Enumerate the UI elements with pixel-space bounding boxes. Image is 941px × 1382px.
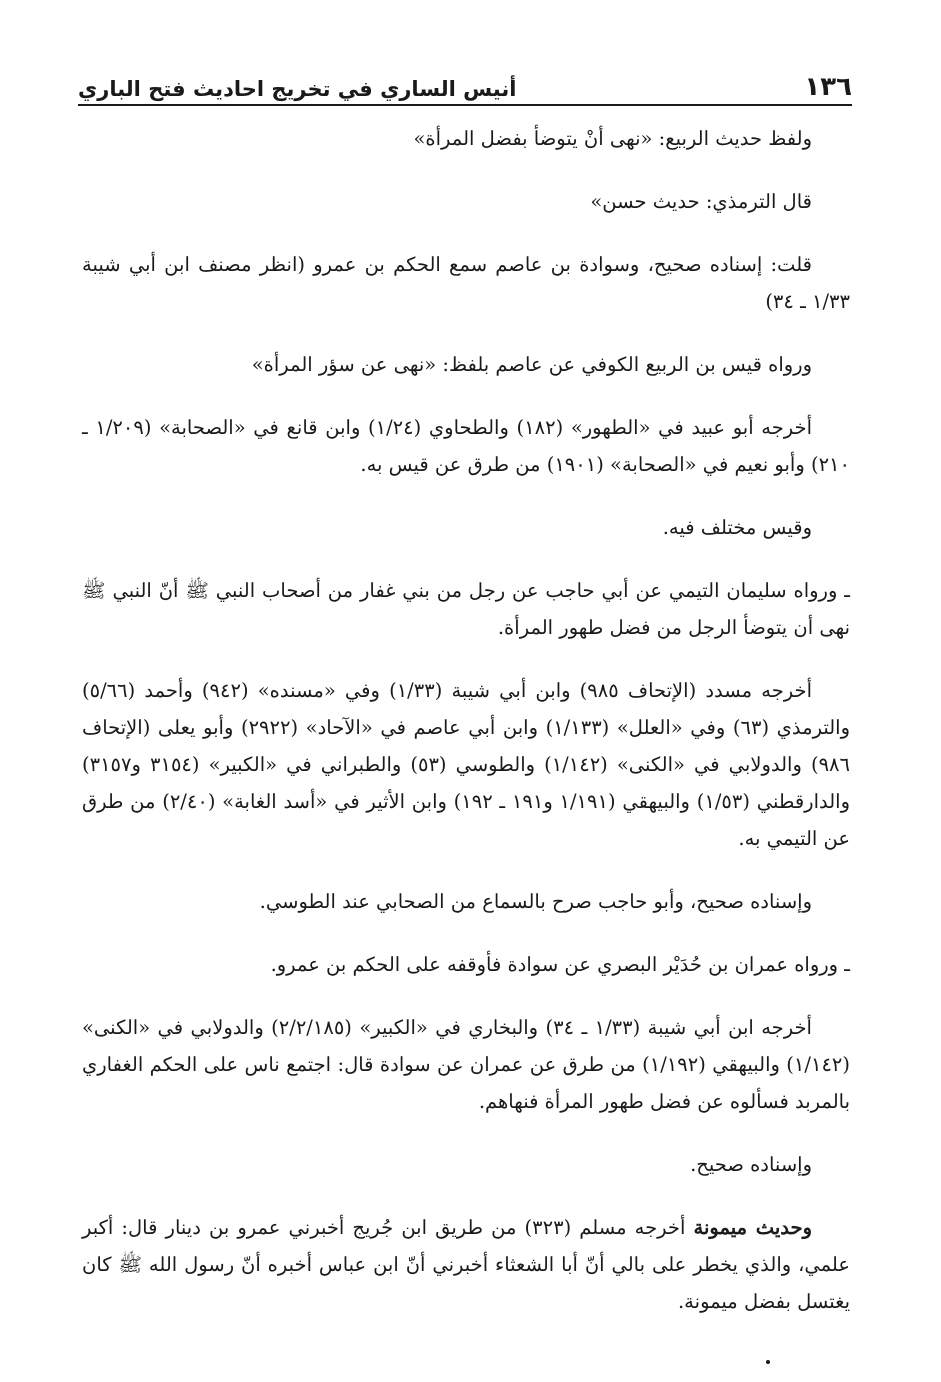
paragraph: أخرجه أبو عبيد في «الطهور» (١٨٢) والطحاوي (١/٢٤) وابن قانع في «الصحابة» (١/٢٠٩ ـ ٢١٠) وأبو نعيم في «الصحابة» (١٩٠١) من طرق عن قيس به. <box>82 416 850 476</box>
footer-mark <box>766 1360 770 1364</box>
page-body <box>82 120 850 1346</box>
paragraph-lead: وحديث ميمونة <box>693 1216 813 1239</box>
paragraph: وإسناده صحيح. <box>690 1153 812 1176</box>
paragraph: أخرجه مسدد (الإتحاف ٩٨٥) وابن أبي شيبة (١/٣٣) وفي «مسنده» (٩٤٢) وأحمد (٥/٦٦) والترمذي (٦٣) وفي «العلل» (١/١٣٣) وابن أبي عاصم في «الآحاد» (٢٩٢٢) وأبو يعلى (الإتحاف ٩٨٦) والدولابي في «الكنى» (١/١٤٢) والطوسي (٥٣) والطبراني في «الكبير» (٣١٥٤ و٣١٥٧) والدارقطني (١/٥٣) والبيهقي (١/١٩١ و١٩١ ـ ١٩٢) وابن الأثير في «أسد الغابة» (٢/٤٠) من طرق عن التيمي به. <box>82 679 851 850</box>
paragraph: قال الترمذي: حديث حسن» <box>590 190 812 213</box>
book-title: أنيس الساري في تخريج احاديث فتح الباري <box>78 77 517 101</box>
paragraph: وحديث ميمونة أخرجه مسلم (٣٢٣) من طريق ابن جُريج أخبرني عمرو بن دينار قال: أكبر علمي، والذي يخطر على بالي أنّ أبا الشعثاء أخبرني أنّ ابن عباس أخبره أنّ رسول الله ﷺ كان يغتسل بفضل ميمونة. <box>82 1216 850 1313</box>
paragraph: ـ ورواه عمران بن حُدَيْر البصري عن سوادة فأوقفه على الحكم بن عمرو. <box>270 953 850 976</box>
paragraph: وإسناده صحيح، وأبو حاجب صرح بالسماع من الصحابي عند الطوسي. <box>259 890 812 913</box>
paragraph: ـ ورواه سليمان التيمي عن أبي حاجب عن رجل من بني غفار من أصحاب النبي ﷺ أنّ النبي ﷺ نهى أن يتوضأ الرجل من فضل طهور المرأة. <box>82 579 850 639</box>
paragraph: ورواه قيس بن الربيع الكوفي عن عاصم بلفظ: «نهى عن سؤر المرأة» <box>251 353 812 376</box>
running-header <box>78 66 852 106</box>
paragraph: ولفظ حديث الربيع: «نهى أنْ يتوضأ بفضل المرأة» <box>413 127 812 150</box>
page-number: ١٣٦ <box>804 72 852 102</box>
paragraph: قلت: إسناده صحيح، وسوادة بن عاصم سمع الحكم بن عمرو (انظر مصنف ابن أبي شيبة ١/٣٣ ـ ٣٤) <box>82 253 850 313</box>
paragraph: وقيس مختلف فيه. <box>662 516 812 539</box>
paragraph: أخرجه ابن أبي شيبة (١/٣٣ ـ ٣٤) والبخاري في «الكبير» (٢/٢/١٨٥) والدولابي في «الكنى» (١/١٤٢) والبيهقي (١/١٩٢) من طرق عن عمران عن سوادة قال: اجتمع ناس على الحكم الغفاري بالمربد فسألوه عن فضل طهور المرأة فنهاهم. <box>82 1016 850 1113</box>
